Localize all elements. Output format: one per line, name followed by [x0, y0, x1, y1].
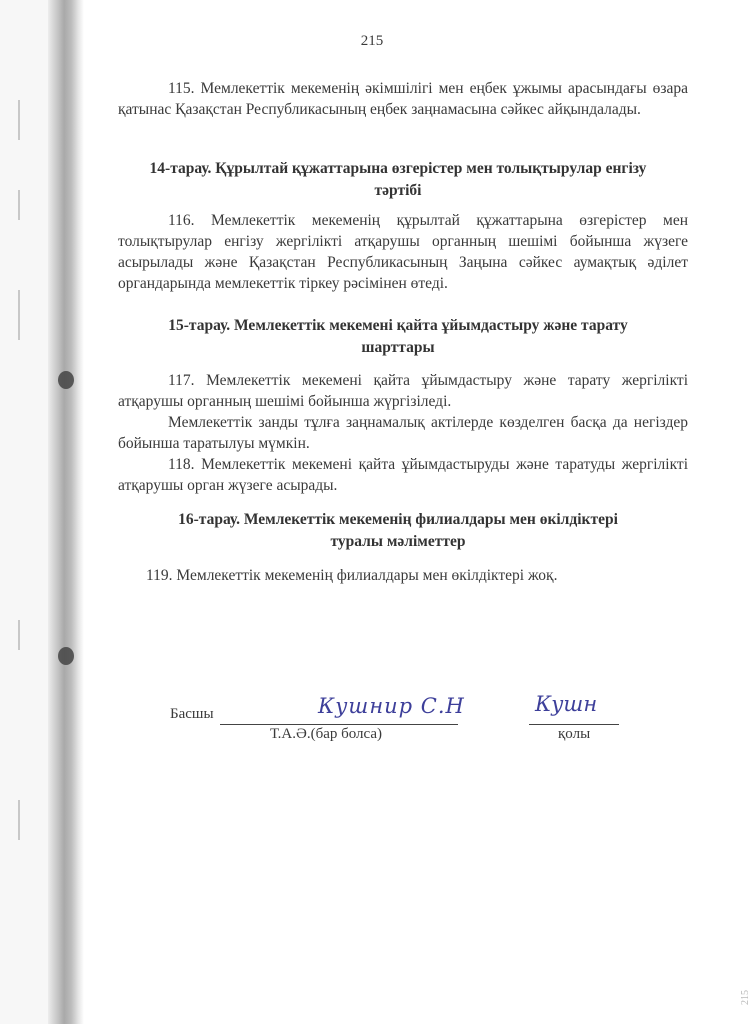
heading-line: тәртібі	[374, 182, 422, 199]
scan-speck	[18, 100, 20, 140]
paragraph-117-continued	[118, 412, 688, 454]
scan-left-margin	[0, 0, 50, 1024]
punch-hole	[58, 647, 74, 665]
scan-speck	[18, 800, 20, 840]
heading-line: шарттары	[361, 339, 435, 356]
chapter-16-heading	[118, 509, 678, 553]
scan-speck	[18, 290, 20, 340]
heading-line: 15-тарау. Мемлекеттік мекемені қайта ұйымдастыру және тарату	[168, 317, 628, 334]
paragraph-text: 118. Мемлекеттік мекемені қайта ұйымдастыруды және таратуды	[168, 456, 616, 473]
paragraph-119: 119. Мемлекеттік мекеменің филиалдары мен өкілдіктері жоқ.	[146, 567, 558, 584]
page-number: 215	[360, 33, 384, 49]
punch-hole	[58, 371, 74, 389]
handwritten-name: Кушнир С.Н	[318, 694, 465, 718]
signature-block	[170, 692, 650, 750]
head-label: Басшы	[170, 706, 214, 722]
scan-speck	[18, 620, 20, 650]
chapter-14-heading	[108, 158, 688, 202]
chapter-15-heading	[108, 315, 688, 359]
paragraph-116	[118, 210, 688, 294]
heading-line: туралы мәліметтер	[330, 533, 466, 550]
signature-line	[529, 724, 619, 725]
paragraph-text: жергілікті атқарушы орган жүзеге асырады.	[118, 456, 688, 494]
paragraph-text: 116. Мемлекеттік мекеменің құрылтай құжаттарына өзгерістер мен	[168, 212, 688, 229]
paragraph-text: толықтырулар енгізу жергілікті атқарушы органның шешімі бойынша жүзеге асырылады және Қазақстан Республикасының Заңына сәйкес аумақтық әділет органдарында мемлекеттік тіркеу рәсімінен өтеді.	[118, 233, 688, 292]
heading-line: 16-тарау. Мемлекеттік мекеменің филиалдары мен өкілдіктері	[178, 511, 618, 528]
paragraph-text: өзара қатынас Қазақстан Республикасының еңбек заңнамасына сәйкес айқындалады.	[118, 80, 689, 118]
signature-caption: қолы	[558, 726, 591, 742]
paragraph-text: негіздер бойынша таратылуы мүмкін.	[118, 414, 688, 452]
paragraph-text: атқарушы органның шешімі бойынша жүргізіледі.	[118, 393, 452, 410]
paragraph-text: Мемлекеттік занды тұлға заңнамалық актілерде көзделген басқа да	[168, 414, 628, 431]
paragraph-text: 117. Мемлекеттік мекемені қайта ұйымдастыру және тарату жергілікті	[168, 372, 688, 389]
paragraph-118	[118, 454, 688, 496]
paragraph-115	[118, 78, 688, 120]
heading-line: 14-тарау. Құрылтай құжаттарына өзгерістер мен толықтырулар енгізу	[149, 160, 647, 177]
scan-binding-shadow	[48, 0, 84, 1024]
scan-speck	[18, 190, 20, 220]
name-caption: Т.А.Ә.(бар болса)	[270, 726, 383, 742]
side-page-mark: 215	[740, 990, 751, 1005]
name-line	[220, 724, 458, 725]
paragraph-117	[118, 370, 688, 412]
handwritten-signature: Кушн	[535, 692, 598, 716]
paragraph-text: 115. Мемлекеттік мекеменің әкімшілігі мен еңбек ұжымы арасындағы	[168, 80, 647, 97]
